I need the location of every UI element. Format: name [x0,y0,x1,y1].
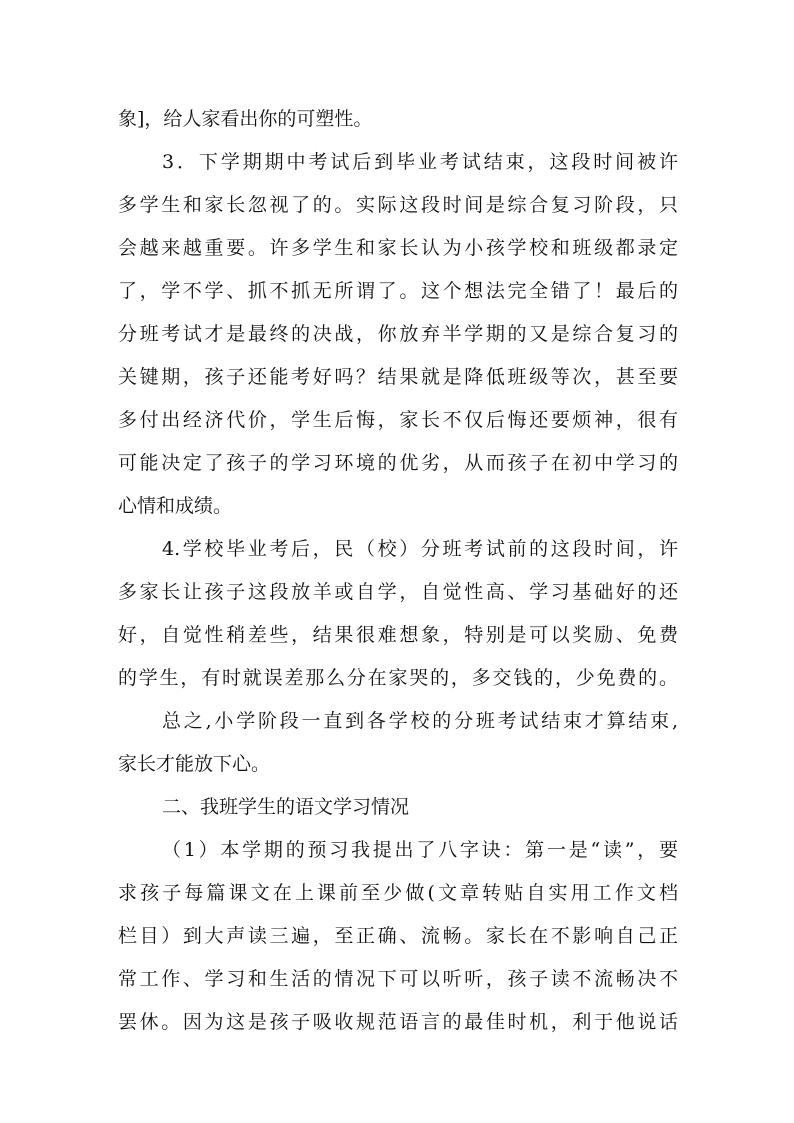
text-line: 关键期，孩子还能考好吗？结果就是降低班级等次，甚至要 [118,366,678,388]
text-line: 心情和成绩。 [118,495,233,517]
text-line: 家长才能放下心。 [118,753,271,775]
text-line: 总之,小学阶段一直到各学校的分班考试结束才算结束, [162,710,678,732]
text-line: （1）本学期的预习我提出了八字诀：第一是“读”，要 [162,839,678,861]
text-line: 多付出经济代价，学生后悔，家长不仅后悔还要烦神，很有 [118,409,678,431]
text-line: 求孩子每篇课文在上课前至少做(文章转贴自实用工作文档 [118,882,678,904]
text-line: 象]，给人家看出你的可塑性。 [118,108,373,130]
section-heading: 二、我班学生的语文学习情况 [162,796,410,818]
text-line: 栏目）到大声读三遍，至正确、流畅。家长在不影响自己正 [118,925,678,947]
text-line: 3．下学期期中考试后到毕业考试结束，这段时间被许 [162,151,678,173]
text-line: 4.学校毕业考后，民（校）分班考试前的这段时间，许 [162,538,678,560]
text-line: 了，学不学、抓不抓无所谓了。这个想法完全错了！最后的 [118,280,678,302]
text-line: 好，自觉性稍差些，结果很难想象，特别是可以奖励、免费 [118,624,678,646]
text-line: 多学生和家长忽视了的。实际这段时间是综合复习阶段，只 [118,194,678,216]
text-line: 多家长让孩子这段放羊或自学，自觉性高、学习基础好的还 [118,581,678,603]
text-line: 罢休。因为这是孩子吸收规范语言的最佳时机，利于他说话 [118,1011,678,1033]
text-line: 常工作、学习和生活的情况下可以听听，孩子读不流畅决不 [118,968,678,990]
text-line: 会越来越重要。许多学生和家长认为小孩学校和班级都录定 [118,237,678,259]
text-line: 分班考试才是最终的决战，你放弃半学期的又是综合复习的 [118,323,678,345]
text-line: 可能决定了孩子的学习环境的优劣，从而孩子在初中学习的 [118,452,678,474]
text-line: 的学生，有时就误差那么分在家哭的，多交钱的，少免费的。 [118,667,678,689]
